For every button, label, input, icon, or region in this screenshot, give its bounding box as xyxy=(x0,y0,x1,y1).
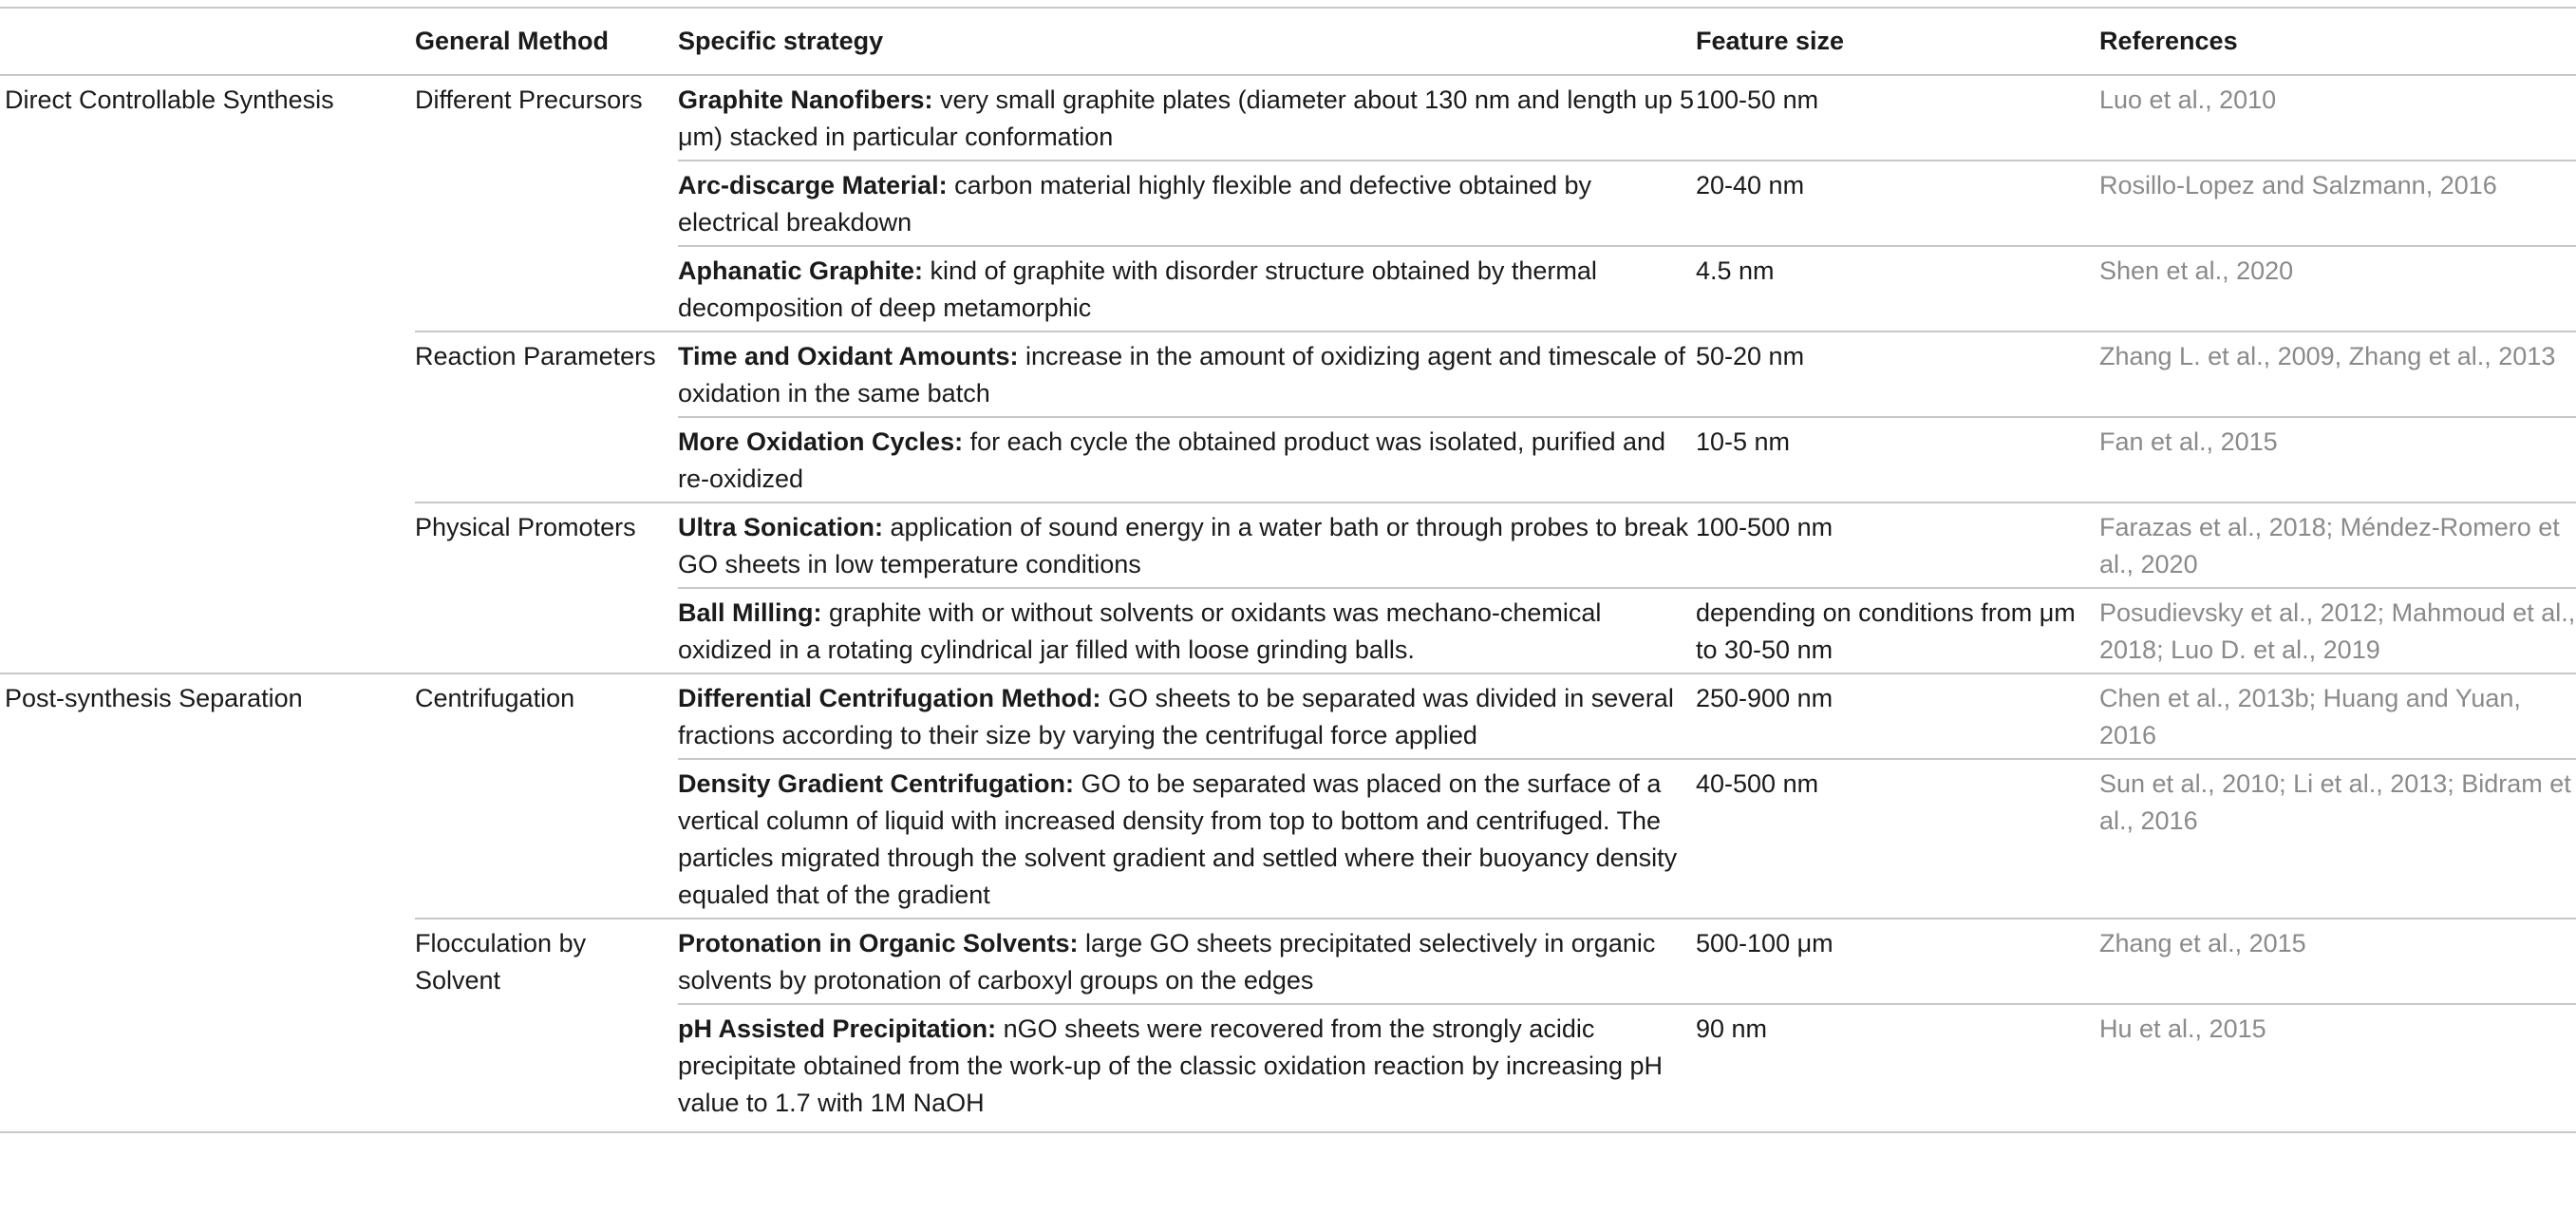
strategy-description: large GO sheets precipitated selectively in organic solvents by protonation of carboxyl groups on the edges xyxy=(678,929,1656,995)
strategy-cell xyxy=(678,919,1696,1004)
references-cell: Posudievsky et al., 2012; Mahmoud et al., 2018; Luo D. et al., 2019 xyxy=(2099,588,2576,673)
feature-size-cell: 4.5 nm xyxy=(1696,246,2099,332)
references-cell: Zhang L. et al., 2009, Zhang et al., 2013 xyxy=(2099,332,2576,417)
references-cell: Farazas et al., 2018; Méndez-Romero et al., 2020 xyxy=(2099,502,2576,588)
feature-size-cell: 100-50 nm xyxy=(1696,85,1819,114)
strategy-description: increase in the amount of oxidizing agent and timescale of oxidation in the same batch xyxy=(678,342,1685,408)
category-cell xyxy=(0,332,415,417)
strategy-title: Ball Milling: xyxy=(678,598,822,627)
references-cell: Hu et al., 2015 xyxy=(2099,1004,2576,1132)
method-cell xyxy=(415,417,678,502)
strategy-cell xyxy=(678,161,1696,246)
category-cell xyxy=(0,502,415,588)
feature-size-cell: 500-100 μm xyxy=(1696,919,2099,1004)
references-cell: Sun et al., 2010; Li et al., 2013; Bidram et al., 2016 xyxy=(2099,759,2576,919)
strategy-cell xyxy=(678,75,1696,161)
strategy-description: very small graphite plates (diameter about 130 nm and length up 5 μm) stacked in particular conformation xyxy=(678,85,1695,151)
strategy-title: Aphanatic Graphite: xyxy=(678,256,924,285)
table-row xyxy=(0,1004,2576,1132)
table-header xyxy=(0,8,2576,75)
table-row xyxy=(0,673,2576,759)
strategy-cell xyxy=(678,759,1696,919)
feature-size-cell: depending on conditions from μm to 30-50 nm xyxy=(1696,588,2099,673)
category-cell xyxy=(0,417,415,502)
method-cell xyxy=(415,759,678,919)
feature-size-cell: 10-5 nm xyxy=(1696,417,2099,502)
strategy-title: Density Gradient Centrifugation: xyxy=(678,769,1075,798)
strategy-description: GO sheets to be separated was divided in several fractions according to their size by varying the centrifugal force applied xyxy=(678,684,1674,749)
strategy-cell xyxy=(678,332,1696,417)
category-cell xyxy=(0,246,415,332)
category-cell: Direct Controllable Synthesis xyxy=(5,85,334,114)
header-references: References xyxy=(2099,8,2576,75)
table-body xyxy=(0,75,2576,1132)
feature-size-cell: 50-20 nm xyxy=(1696,332,2099,417)
feature-size-cell: 90 nm xyxy=(1696,1004,2099,1132)
strategy-title: Graphite Nanofibers: xyxy=(678,85,933,114)
table-row xyxy=(0,588,2576,673)
references-cell: Zhang et al., 2015 xyxy=(2099,919,2576,1004)
feature-size-cell: 20-40 nm xyxy=(1696,161,2099,246)
strategy-description: GO to be separated was placed on the surface of a vertical column of liquid with increased density from top to bottom and centrifuged. The particles migrated through the solvent gradient and settled where their buoyancy density equaled that of the gradient xyxy=(678,769,1678,909)
method-cell: Flocculation by Solvent xyxy=(415,919,678,1004)
strategy-description: kind of graphite with disorder structure obtained by thermal decomposition of deep metamorphic xyxy=(678,256,1597,322)
strategy-title: Arc-discarge Material: xyxy=(678,171,948,199)
strategy-cell xyxy=(678,417,1696,502)
table-row xyxy=(0,75,2576,161)
strategy-description: graphite with or without solvents or oxidants was mechano-chemical oxidized in a rotating cylindrical jar filled with loose grinding balls. xyxy=(678,598,1602,664)
table-row xyxy=(0,502,2576,588)
strategy-title: Protonation in Organic Solvents: xyxy=(678,929,1079,957)
table-row xyxy=(0,161,2576,246)
table-row xyxy=(0,332,2576,417)
method-cell xyxy=(415,1004,678,1132)
strategy-cell xyxy=(678,246,1696,332)
strategy-title: Differential Centrifugation Method: xyxy=(678,684,1101,712)
category-cell xyxy=(0,759,415,919)
references-cell: Fan et al., 2015 xyxy=(2099,417,2576,502)
strategy-description: application of sound energy in a water bath or through probes to break GO sheets in low temperature conditions xyxy=(678,513,1689,578)
strategy-description: for each cycle the obtained product was isolated, purified and re-oxidized xyxy=(678,427,1666,493)
method-cell: Different Precursors xyxy=(415,85,643,114)
method-cell: Centrifugation xyxy=(415,673,678,759)
table-row xyxy=(0,417,2576,502)
header-specific-strategy: Specific strategy xyxy=(678,8,1696,75)
method-cell xyxy=(415,161,678,246)
category-cell: Post-synthesis Separation xyxy=(0,673,415,759)
table-row xyxy=(0,919,2576,1004)
references-cell: Chen et al., 2013b; Huang and Yuan, 2016 xyxy=(2099,673,2576,759)
table-row xyxy=(0,246,2576,332)
feature-size-cell: 100-500 nm xyxy=(1696,502,2099,588)
header-row xyxy=(0,8,2576,75)
method-cell: Physical Promoters xyxy=(415,502,678,588)
header-category xyxy=(0,8,415,75)
category-cell xyxy=(0,1004,415,1132)
method-cell: Reaction Parameters xyxy=(415,332,678,417)
category-cell xyxy=(0,588,415,673)
header-general-method: General Method xyxy=(415,8,678,75)
feature-size-cell: 40-500 nm xyxy=(1696,759,2099,919)
strategy-title: More Oxidation Cycles: xyxy=(678,427,964,456)
strategy-description: carbon material highly flexible and defective obtained by electrical breakdown xyxy=(678,171,1592,237)
header-feature-size: Feature size xyxy=(1696,8,2099,75)
feature-size-cell: 250-900 nm xyxy=(1696,673,2099,759)
strategy-title: Ultra Sonication: xyxy=(678,513,884,541)
strategy-description: nGO sheets were recovered from the strongly acidic precipitate obtained from the work-up of the classic oxidation reaction by increasing pH value to 1.7 with 1M NaOH xyxy=(678,1014,1664,1117)
method-cell xyxy=(415,588,678,673)
strategy-table xyxy=(0,7,2576,1133)
references-cell: Luo et al., 2010 xyxy=(2099,85,2277,114)
strategy-cell xyxy=(678,588,1696,673)
strategy-title: Time and Oxidant Amounts: xyxy=(678,342,1019,370)
table-row xyxy=(0,759,2576,919)
strategy-title: pH Assisted Precipitation: xyxy=(678,1014,997,1043)
strategy-cell xyxy=(678,673,1696,759)
strategy-cell xyxy=(678,1004,1696,1132)
category-cell xyxy=(0,161,415,246)
references-cell: Rosillo-Lopez and Salzmann, 2016 xyxy=(2099,161,2576,246)
references-cell: Shen et al., 2020 xyxy=(2099,246,2576,332)
strategy-cell xyxy=(678,502,1696,588)
method-cell xyxy=(415,246,678,332)
category-cell xyxy=(0,919,415,1004)
